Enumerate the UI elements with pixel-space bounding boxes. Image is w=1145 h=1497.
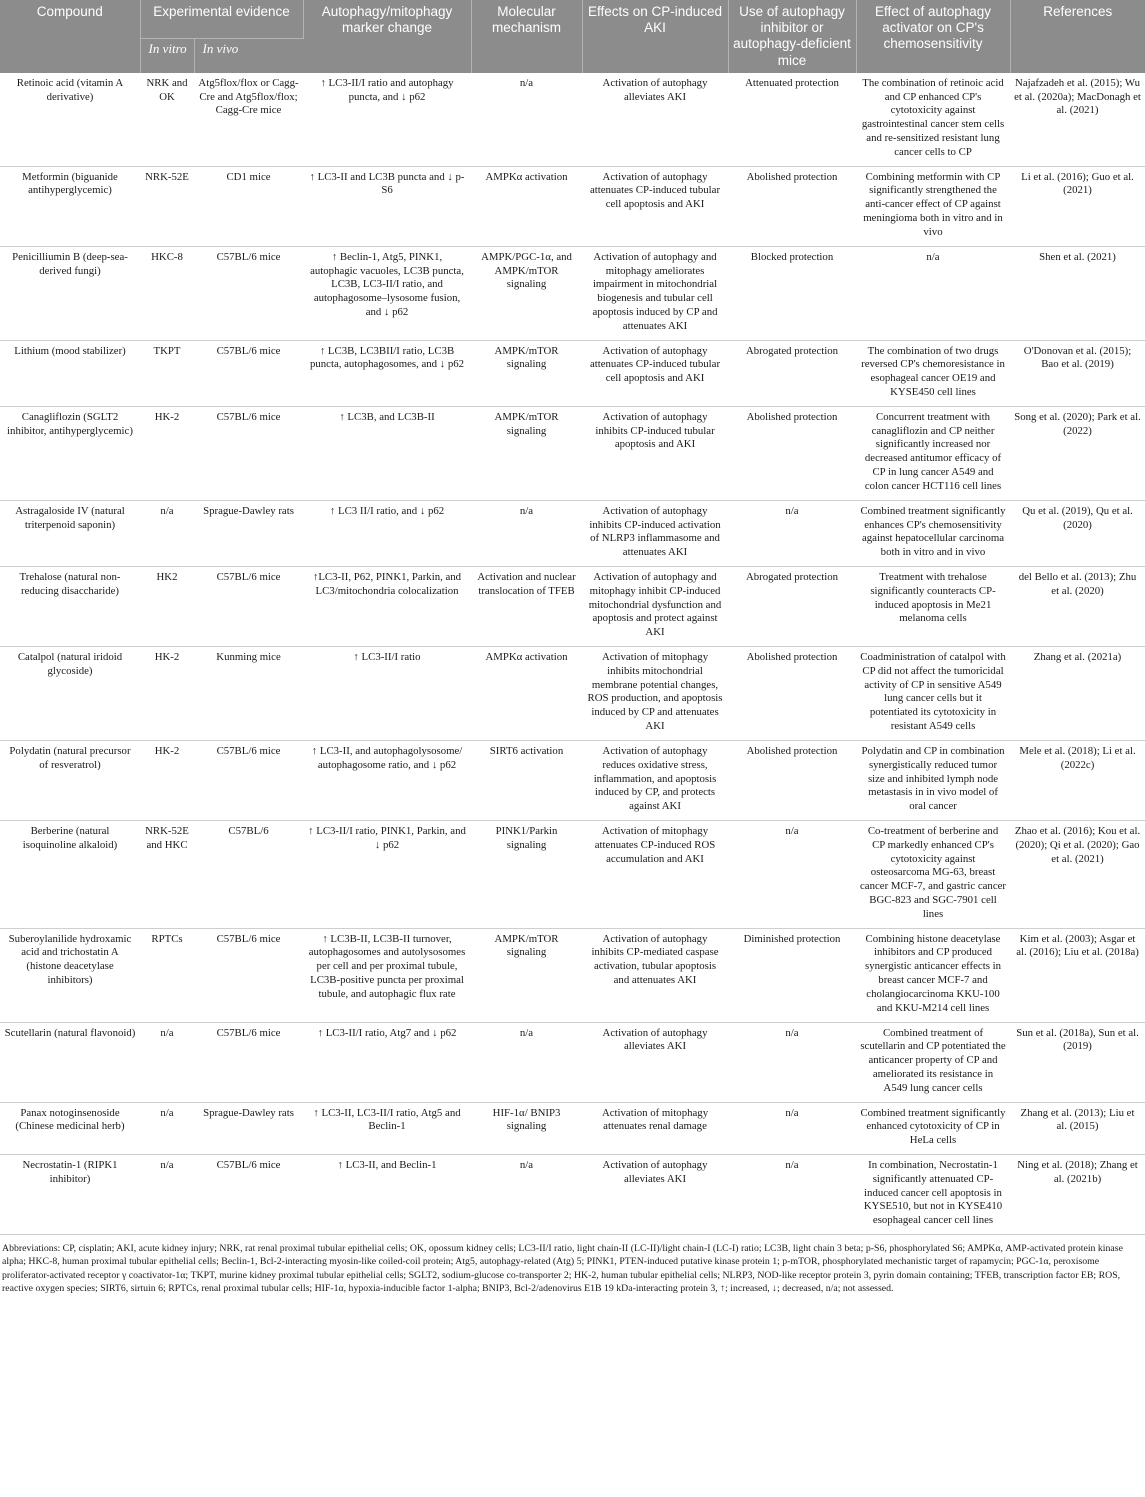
cell-mechanism: n/a: [471, 73, 582, 166]
cell-in-vitro: n/a: [140, 500, 194, 566]
header-marker: Autophagy/mitophagy marker change: [303, 0, 471, 73]
cell-inhibitor: Abolished protection: [728, 166, 856, 246]
header-activator: Effect of autophagy activator on CP's chemosensitivity: [856, 0, 1010, 73]
cell-activator: Coadministration of catalpol with CP did not affect the tumoricidal activity of CP in sensitive A549 lung cancer cells but it potentiated its cytotoxicity in resistant A549 cells: [856, 647, 1010, 741]
cell-in-vitro: n/a: [140, 1022, 194, 1102]
cell-in-vivo: C57BL/6: [194, 820, 303, 928]
header-references: References: [1010, 0, 1145, 73]
cell-mechanism: AMPK/mTOR signaling: [471, 340, 582, 406]
cell-compound: Astragaloside IV (natural triterpenoid saponin): [0, 500, 140, 566]
cell-activator: The combination of retinoic acid and CP enhanced CP's cytotoxicity against gastrointestinal cancer stem cells and re-sensitized resistant lung cancer cells to CP: [856, 73, 1010, 166]
abbreviations-footnote: Abbreviations: CP, cisplatin; AKI, acute kidney injury; NRK, rat renal proximal tubular epithelial cells; OK, opossum kidney cells; LC3-II/I ratio, light chain-II (LC-II)/light chain-I (LC-I) ratio; LC3B, light chain 3 beta; p-S6, phosphorylated S6; AMPKα, AMP-activated protein kinase alpha; HKC-8, human proximal tubular epithelial cells; Beclin-1, Bcl-2-interacting myosin-like coiled-coil protein; Atg5, autophagy-related (Atg) 5; PINK1, PTEN-induced putative kinase protein 1; p-mTOR, phosphorylated mechanistic target of rapamycin; PGC-1α, peroxisome proliferator-activated receptor γ coactivator-1α; TKPT, murine kidney proximal tubular epithelial cells; SGLT2, sodium-glucose co-transporter 2; HK-2, human tubular epithelial cells; NLRP3, NOD-like receptor protein 3, pyrin domain containing; TFEB, transcription factor EB; ROS, reactive oxygen species; SIRT6, sirtuin 6; RPTCs, renal proximal tubular cells; HIF-1α, hypoxia-inducible factor 1-alpha; BNIP3, Bcl-2/adenovirus E1B 19 kDa-interacting protein 3, ↑; increased, ↓; decreased, n/a; not assessed.: [2, 1243, 1123, 1294]
cell-effects: Activation of autophagy alleviates AKI: [582, 1155, 728, 1235]
cell-marker: ↑ LC3-II, and Beclin-1: [303, 1155, 471, 1235]
cell-compound: Polydatin (natural precursor of resveratrol): [0, 740, 140, 820]
cell-in-vivo: C57BL/6 mice: [194, 246, 303, 340]
cell-activator: Combining metformin with CP significantly strengthened the anti-cancer effect of CP against meningioma both in vitro and in vivo: [856, 166, 1010, 246]
cell-marker: ↑ LC3-II and LC3B puncta and ↓ p-S6: [303, 166, 471, 246]
cell-activator: Polydatin and CP in combination synergistically reduced tumor size and inhibited lymph node metastasis in in vivo model of oral cancer: [856, 740, 1010, 820]
header-effects: Effects on CP-induced AKI: [582, 0, 728, 73]
cell-references: Sun et al. (2018a), Sun et al. (2019): [1010, 1022, 1145, 1102]
cell-references: Ning et al. (2018); Zhang et al. (2021b): [1010, 1155, 1145, 1235]
cell-inhibitor: Abolished protection: [728, 647, 856, 741]
cell-references: O'Donovan et al. (2015); Bao et al. (2019): [1010, 340, 1145, 406]
table-row: [0, 246, 1145, 340]
cell-marker: ↑ LC3B, and LC3B-II: [303, 406, 471, 500]
cell-effects: Activation of mitophagy attenuates CP-induced ROS accumulation and AKI: [582, 820, 728, 928]
cell-inhibitor: Abolished protection: [728, 406, 856, 500]
cell-compound: Trehalose (natural non-reducing disaccharide): [0, 566, 140, 646]
cell-effects: Activation of autophagy reduces oxidative stress, inflammation, and apoptosis induced by CP, and protects against AKI: [582, 740, 728, 820]
cell-compound: Lithium (mood stabilizer): [0, 340, 140, 406]
cell-inhibitor: Abrogated protection: [728, 340, 856, 406]
table-row: [0, 740, 1145, 820]
cell-marker: ↑LC3-II, P62, PINK1, Parkin, and LC3/mitochondria colocalization: [303, 566, 471, 646]
table-row: [0, 340, 1145, 406]
cell-activator: Combined treatment significantly enhanced cytotoxicity of CP in HeLa cells: [856, 1102, 1010, 1154]
cell-mechanism: AMPK/PGC-1α, and AMPK/mTOR signaling: [471, 246, 582, 340]
cell-effects: Activation of autophagy attenuates CP-induced tubular cell apoptosis and AKI: [582, 166, 728, 246]
table-row: [0, 406, 1145, 500]
cell-references: del Bello et al. (2013); Zhu et al. (2020): [1010, 566, 1145, 646]
cell-marker: ↑ LC3 II/I ratio, and ↓ p62: [303, 500, 471, 566]
cell-mechanism: n/a: [471, 500, 582, 566]
cell-mechanism: PINK1/Parkin signaling: [471, 820, 582, 928]
cell-in-vivo: C57BL/6 mice: [194, 340, 303, 406]
cell-activator: Treatment with trehalose significantly counteracts CP-induced apoptosis in Me21 melanoma cells: [856, 566, 1010, 646]
header-evidence: Experimental evidence: [140, 0, 303, 38]
cell-effects: Activation of mitophagy attenuates renal damage: [582, 1102, 728, 1154]
cell-in-vitro: HK-2: [140, 740, 194, 820]
header-compound: Compound: [0, 0, 140, 38]
cell-in-vitro: n/a: [140, 1102, 194, 1154]
cell-compound: Catalpol (natural iridoid glycoside): [0, 647, 140, 741]
cell-compound: Canagliflozin (SGLT2 inhibitor, antihyperglycemic): [0, 406, 140, 500]
cell-compound: Penicilliumin B (deep-sea-derived fungi): [0, 246, 140, 340]
cell-in-vitro: n/a: [140, 1155, 194, 1235]
cell-inhibitor: n/a: [728, 1022, 856, 1102]
cell-inhibitor: Blocked protection: [728, 246, 856, 340]
cell-references: Zhao et al. (2016); Kou et al. (2020); Qi et al. (2020); Gao et al. (2021): [1010, 820, 1145, 928]
cell-marker: ↑ LC3-II, LC3-II/I ratio, Atg5 and Beclin-1: [303, 1102, 471, 1154]
cell-in-vivo: C57BL/6 mice: [194, 740, 303, 820]
header-in-vitro: In vitro: [140, 38, 194, 72]
cell-inhibitor: n/a: [728, 820, 856, 928]
cell-mechanism: n/a: [471, 1022, 582, 1102]
cell-inhibitor: Abolished protection: [728, 740, 856, 820]
table-row: [0, 166, 1145, 246]
cell-mechanism: AMPKα activation: [471, 166, 582, 246]
cell-marker: ↑ LC3-II/I ratio, Atg7 and ↓ p62: [303, 1022, 471, 1102]
cell-mechanism: SIRT6 activation: [471, 740, 582, 820]
cell-in-vivo: Kunming mice: [194, 647, 303, 741]
cell-marker: ↑ LC3-II/I ratio: [303, 647, 471, 741]
cell-marker: ↑ LC3-II/I ratio, PINK1, Parkin, and ↓ p62: [303, 820, 471, 928]
cell-marker: ↑ LC3B-II, LC3B-II turnover, autophagosomes and autolysosomes per cell and per proximal tubule, LC3B-positive puncta per proximal tubule, and autophagic flux rate: [303, 928, 471, 1022]
cell-references: Shen et al. (2021): [1010, 246, 1145, 340]
cell-mechanism: HIF-1α/ BNIP3 signaling: [471, 1102, 582, 1154]
cell-effects: Activation of autophagy alleviates AKI: [582, 1022, 728, 1102]
cell-in-vitro: RPTCs: [140, 928, 194, 1022]
cell-references: Li et al. (2016); Guo et al. (2021): [1010, 166, 1145, 246]
cell-compound: Berberine (natural isoquinoline alkaloid): [0, 820, 140, 928]
cell-in-vivo: C57BL/6 mice: [194, 1155, 303, 1235]
table-row: [0, 1102, 1145, 1154]
table-row: [0, 1022, 1145, 1102]
cell-effects: Activation of autophagy inhibits CP-induced activation of NLRP3 inflammasome and attenuates AKI: [582, 500, 728, 566]
cell-mechanism: AMPKα activation: [471, 647, 582, 741]
header-in-vivo: In vivo: [194, 38, 303, 72]
cell-compound: Metformin (biguanide antihyperglycemic): [0, 166, 140, 246]
cell-activator: Concurrent treatment with canagliflozin and CP neither significantly increased nor decreased antitumor efficacy of CP in lung cancer A549 and colon cancer HCT116 cell lines: [856, 406, 1010, 500]
cell-in-vivo: C57BL/6 mice: [194, 406, 303, 500]
cell-in-vitro: NRK and OK: [140, 73, 194, 166]
cell-references: Qu et al. (2019), Qu et al. (2020): [1010, 500, 1145, 566]
cell-activator: Combined treatment significantly enhances CP's chemosensitivity against hepatocellular carcinoma both in vitro and in vivo: [856, 500, 1010, 566]
cell-activator: Combining histone deacetylase inhibitors and CP produced synergistic anticancer effects in breast cancer MCF-7 and cholangiocarcinoma KKU-100 and KKU-M214 cell lines: [856, 928, 1010, 1022]
cell-in-vivo: C57BL/6 mice: [194, 1022, 303, 1102]
header-row: [0, 0, 1145, 38]
cell-in-vitro: HK-2: [140, 406, 194, 500]
cell-in-vivo: C57BL/6 mice: [194, 928, 303, 1022]
cell-inhibitor: n/a: [728, 1155, 856, 1235]
cell-in-vitro: NRK-52E and HKC: [140, 820, 194, 928]
cell-references: Mele et al. (2018); Li et al. (2022c): [1010, 740, 1145, 820]
header-mechanism: Molecular mechanism: [471, 0, 582, 73]
table-row: [0, 566, 1145, 646]
cell-mechanism: AMPK/mTOR signaling: [471, 406, 582, 500]
table-row: [0, 500, 1145, 566]
cell-in-vitro: TKPT: [140, 340, 194, 406]
cell-activator: The combination of two drugs reversed CP's chemoresistance in esophageal cancer OE19 and KYSE450 cell lines: [856, 340, 1010, 406]
cell-inhibitor: Abrogated protection: [728, 566, 856, 646]
cell-in-vitro: HK-2: [140, 647, 194, 741]
header-compound-blank: [0, 38, 140, 72]
cell-compound: Panax notoginsenoside (Chinese medicinal herb): [0, 1102, 140, 1154]
cell-references: Najafzadeh et al. (2015); Wu et al. (2020a); MacDonagh et al. (2021): [1010, 73, 1145, 166]
cell-marker: ↑ LC3-II, and autophagolysosome/ autophagosome ratio, and ↓ p62: [303, 740, 471, 820]
cell-marker: ↑ Beclin-1, Atg5, PINK1, autophagic vacuoles, LC3B puncta, LC3B, LC3-II/I ratio, and autophagosome–lysosome fusion, and ↓ p62: [303, 246, 471, 340]
table-row: [0, 647, 1145, 741]
cell-in-vitro: HK2: [140, 566, 194, 646]
table-row: [0, 73, 1145, 166]
table-body: [0, 73, 1145, 1235]
cell-marker: ↑ LC3-II/I ratio and autophagy puncta, and ↓ p62: [303, 73, 471, 166]
table-row: [0, 1155, 1145, 1235]
cell-effects: Activation of autophagy attenuates CP-induced tubular cell apoptosis and AKI: [582, 340, 728, 406]
cell-in-vivo: Sprague-Dawley rats: [194, 500, 303, 566]
table-row: [0, 928, 1145, 1022]
cell-compound: Suberoylanilide hydroxamic acid and trichostatin A (histone deacetylase inhibitors): [0, 928, 140, 1022]
cell-effects: Activation of autophagy and mitophagy ameliorates impairment in mitochondrial biogenesis and tubular cell apoptosis induced by CP and attenuates AKI: [582, 246, 728, 340]
cell-mechanism: Activation and nuclear translocation of TFEB: [471, 566, 582, 646]
cell-inhibitor: Attenuated protection: [728, 73, 856, 166]
cell-activator: Co-treatment of berberine and CP markedly enhanced CP's cytotoxicity against osteosarcoma MG-63, breast cancer MCF-7, and gastric cancer BGC-823 and SGC-7901 cell lines: [856, 820, 1010, 928]
cell-in-vivo: CD1 mice: [194, 166, 303, 246]
cell-references: Kim et al. (2003); Asgar et al. (2016); Liu et al. (2018a): [1010, 928, 1145, 1022]
cell-inhibitor: n/a: [728, 1102, 856, 1154]
cell-in-vivo: C57BL/6 mice: [194, 566, 303, 646]
cell-in-vitro: HKC-8: [140, 246, 194, 340]
cell-effects: Activation of autophagy alleviates AKI: [582, 73, 728, 166]
cell-mechanism: n/a: [471, 1155, 582, 1235]
cell-compound: Scutellarin (natural flavonoid): [0, 1022, 140, 1102]
header-inhibitor: Use of autophagy inhibitor or autophagy-deficient mice: [728, 0, 856, 73]
cell-effects: Activation of autophagy inhibits CP-induced tubular apoptosis and AKI: [582, 406, 728, 500]
cell-marker: ↑ LC3B, LC3BII/I ratio, LC3B puncta, autophagosomes, and ↓ p62: [303, 340, 471, 406]
cell-mechanism: AMPK/mTOR signaling: [471, 928, 582, 1022]
cell-inhibitor: Diminished protection: [728, 928, 856, 1022]
cell-compound: Retinoic acid (vitamin A derivative): [0, 73, 140, 166]
cell-references: Song et al. (2020); Park et al. (2022): [1010, 406, 1145, 500]
cell-effects: Activation of autophagy and mitophagy inhibit CP-induced mitochondrial dysfunction and apoptosis and protect against AKI: [582, 566, 728, 646]
cell-in-vitro: NRK-52E: [140, 166, 194, 246]
cell-activator: In combination, Necrostatin-1 significantly attenuated CP-induced cancer cell apoptosis in KYSE510, but not in KYSE410 esophageal cancer cell lines: [856, 1155, 1010, 1235]
cell-effects: Activation of mitophagy inhibits mitochondrial membrane potential changes, ROS production, and apoptosis induced by CP and attenuates AKI: [582, 647, 728, 741]
cell-activator: n/a: [856, 246, 1010, 340]
cell-references: Zhang et al. (2013); Liu et al. (2015): [1010, 1102, 1145, 1154]
cell-inhibitor: n/a: [728, 500, 856, 566]
cell-in-vivo: Atg5flox/flox or Cagg-Cre and Atg5flox/flox; Cagg-Cre mice: [194, 73, 303, 166]
cell-effects: Activation of autophagy inhibits CP-mediated caspase activation, tubular apoptosis and attenuates AKI: [582, 928, 728, 1022]
table-row: [0, 820, 1145, 928]
cell-activator: Combined treatment of scutellarin and CP potentiated the anticancer property of CP and ameliorated its resistance in A549 lung cancer cells: [856, 1022, 1010, 1102]
cell-compound: Necrostatin-1 (RIPK1 inhibitor): [0, 1155, 140, 1235]
cell-references: Zhang et al. (2021a): [1010, 647, 1145, 741]
cell-in-vivo: Sprague-Dawley rats: [194, 1102, 303, 1154]
